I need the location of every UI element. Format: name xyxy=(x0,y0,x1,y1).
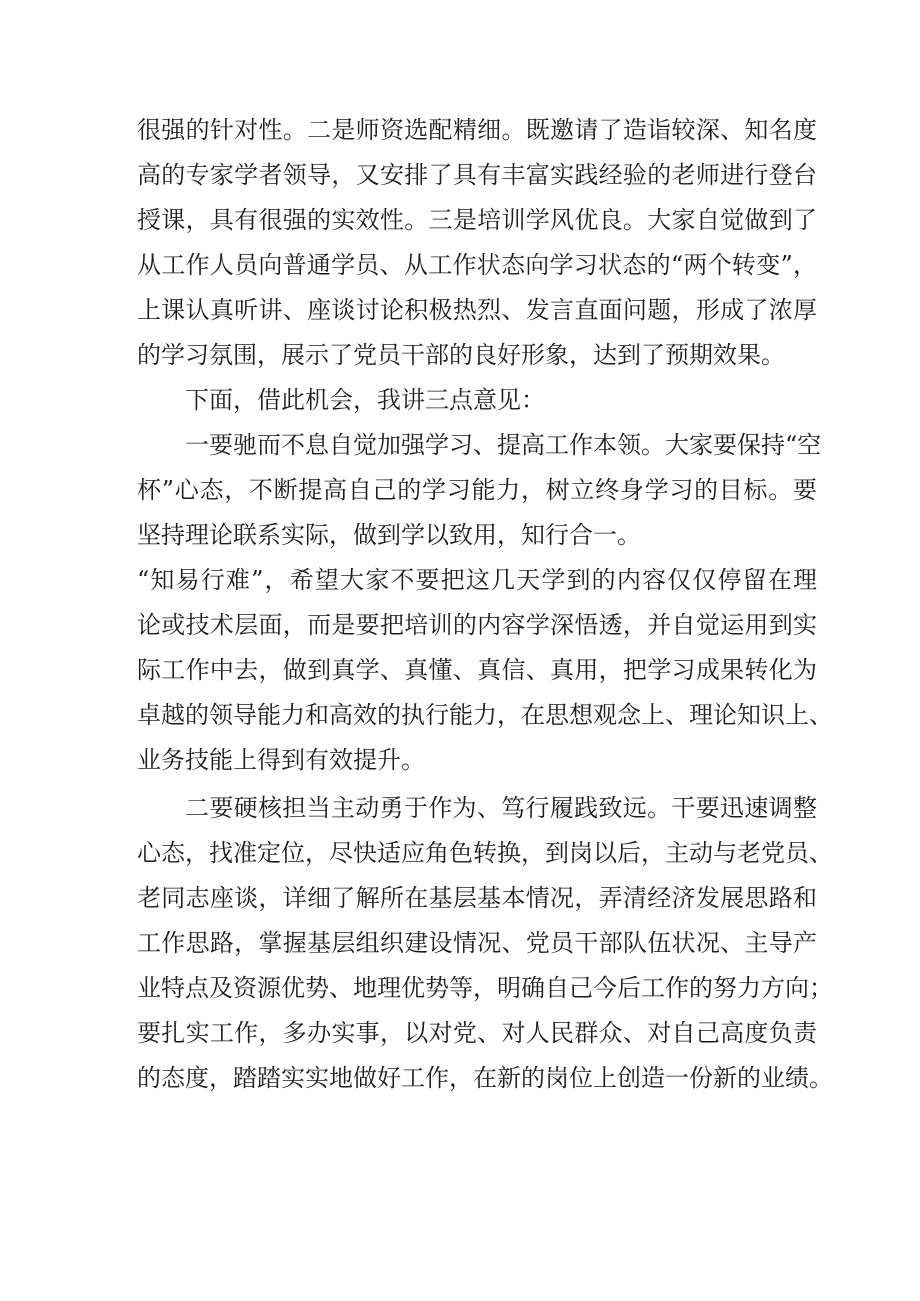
text-line-15: 业务技能上得到有效提升。 xyxy=(137,746,425,774)
text-line-21: 要扎实工作，多办实事，以对党、对人民群众、对自己高度负责 xyxy=(137,1019,817,1047)
text-line-19: 工作思路，掌握基层组织建设情况、党员干部队伍状况、主导产 xyxy=(137,929,817,957)
text-line-3: 授课，具有很强的实效性。三是培训学风优良。大家自觉做到了 xyxy=(137,206,817,234)
text-line-2: 高的专家学者领导，又安排了具有丰富实践经验的老师进行登台 xyxy=(137,161,817,189)
text-line-22: 的态度，踏踏实实地做好工作，在新的岗位上创造一份新的业绩。 xyxy=(137,1064,833,1092)
text-line-17: 心态，找准定位，尽快适应角色转换，到岗以后，主动与老党员、 xyxy=(137,839,833,867)
text-line-9: 杯”心态，不断提高自己的学习能力，树立终身学习的目标。要 xyxy=(137,476,817,504)
text-line-14: 卓越的领导能力和高效的执行能力，在思想观念上、理论知识上、 xyxy=(137,701,833,729)
text-line-11: “知易行难”，希望大家不要把这几天学到的内容仅仅停留在理 xyxy=(137,566,817,594)
text-line-7: 下面，借此机会，我讲三点意见： xyxy=(185,386,545,414)
text-line-6: 的学习氛围，展示了党员干部的良好形象，达到了预期效果。 xyxy=(137,341,785,369)
text-line-1: 很强的针对性。二是师资选配精细。既邀请了造诣较深、知名度 xyxy=(137,116,817,144)
text-line-10: 坚持理论联系实际，做到学以致用，知行合一。 xyxy=(137,521,641,549)
text-line-4: 从工作人员向普通学员、从工作状态向学习状态的“两个转变”， xyxy=(137,251,817,279)
text-line-18: 老同志座谈，详细了解所在基层基本情况，弄清经济发展思路和 xyxy=(137,884,817,912)
text-line-13: 际工作中去，做到真学、真懂、真信、真用，把学习成果转化为 xyxy=(137,656,817,684)
text-line-12: 论或技术层面，而是要把培训的内容学深悟透，并自觉运用到实 xyxy=(137,611,817,639)
text-line-8: 一要驰而不息自觉加强学习、提高工作本领。大家要保持“空 xyxy=(185,431,822,459)
text-line-16: 二要硬核担当主动勇于作为、笃行履践致远。干要迅速调整 xyxy=(185,794,817,822)
text-line-20: 业特点及资源优势、地理优势等，明确自己今后工作的努力方向； xyxy=(137,974,833,1002)
text-line-5: 上课认真听讲、座谈讨论积极热烈、发言直面问题，形成了浓厚 xyxy=(137,296,817,324)
